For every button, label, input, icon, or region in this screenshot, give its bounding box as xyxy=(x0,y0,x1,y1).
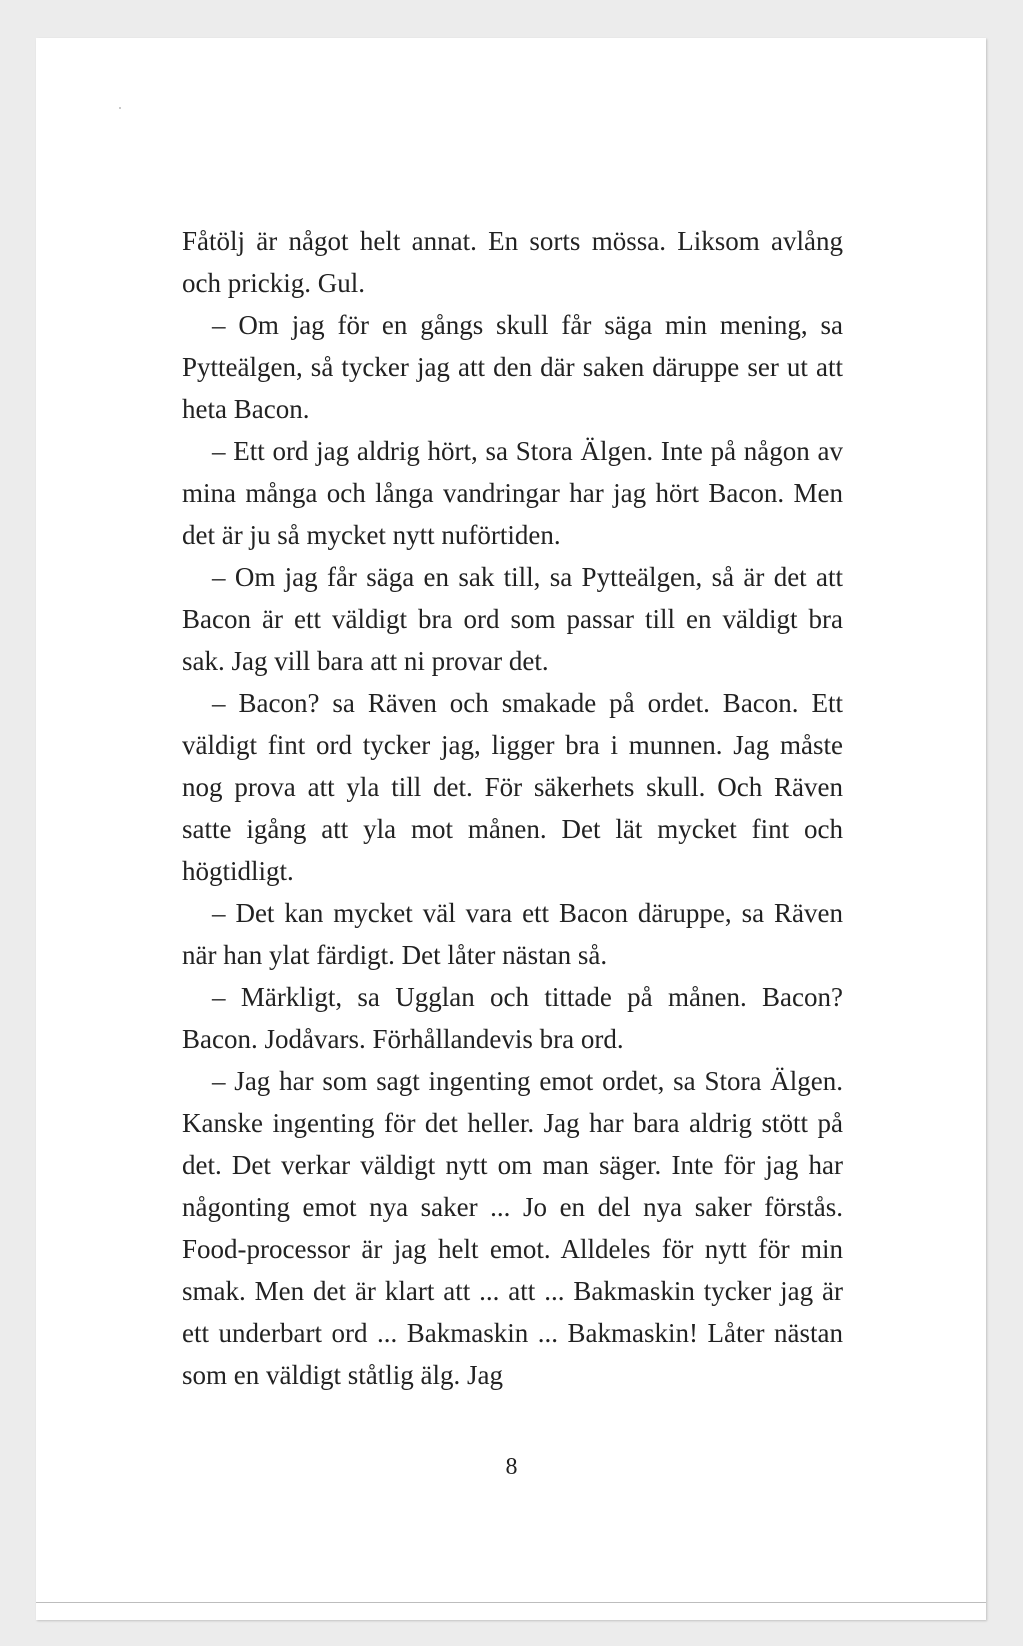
body-text xyxy=(182,220,843,1396)
paragraph-7: – Märkligt, sa Ugglan och tittade på månen. Bacon? Bacon. Jodåvars. Förhållandevis bra ord. xyxy=(182,982,843,1054)
paper-speck xyxy=(119,107,121,109)
paragraph-6: – Det kan mycket väl vara ett Bacon däruppe, sa Räven när han ylat färdigt. Det låter nästan så. xyxy=(182,898,843,970)
page-number: 8 xyxy=(505,1454,518,1480)
page-edge-line xyxy=(36,1602,986,1603)
paragraph-2: – Om jag för en gångs skull får säga min mening, sa Pytteälgen, så tycker jag att den där saken däruppe ser ut att heta Bacon. xyxy=(182,310,843,424)
paragraph-8: – Jag har som sagt ingenting emot ordet, sa Stora Älgen. Kanske ingenting för det heller. Jag har bara aldrig stött på det. Det verkar väldigt nytt om man säger. Inte för jag har någonting emot nya saker ... Jo en del nya saker förstås. Food-processor är jag helt emot. Alldeles för nytt för min smak. Men det är klart att ... att ... Bakmaskin tycker jag är ett underbart ord ... Bakmaskin ... Bakmaskin! Låter nästan som en väldigt ståtlig älg. Jag xyxy=(182,1066,843,1390)
paragraph-1: Fåtölj är något helt annat. En sorts mössa. Liksom avlång och prickig. Gul. xyxy=(182,226,843,298)
paragraph-5: – Bacon? sa Räven och smakade på ordet. Bacon. Ett väldigt fint ord tycker jag, ligger bra i munnen. Jag måste nog prova att yla till det. För säkerhets skull. Och Räven satte igång att yla mot månen. Det lät mycket fint och högtidligt. xyxy=(182,688,843,886)
paragraph-4: – Om jag får säga en sak till, sa Pytteälgen, så är det att Bacon är ett väldigt bra ord som passar till en väldigt bra sak. Jag vill bara att ni provar det. xyxy=(182,562,843,676)
paragraph-3: – Ett ord jag aldrig hört, sa Stora Älgen. Inte på någon av mina många och långa vandringar har jag hört Bacon. Men det är ju så mycket nytt nuförtiden. xyxy=(182,436,843,550)
